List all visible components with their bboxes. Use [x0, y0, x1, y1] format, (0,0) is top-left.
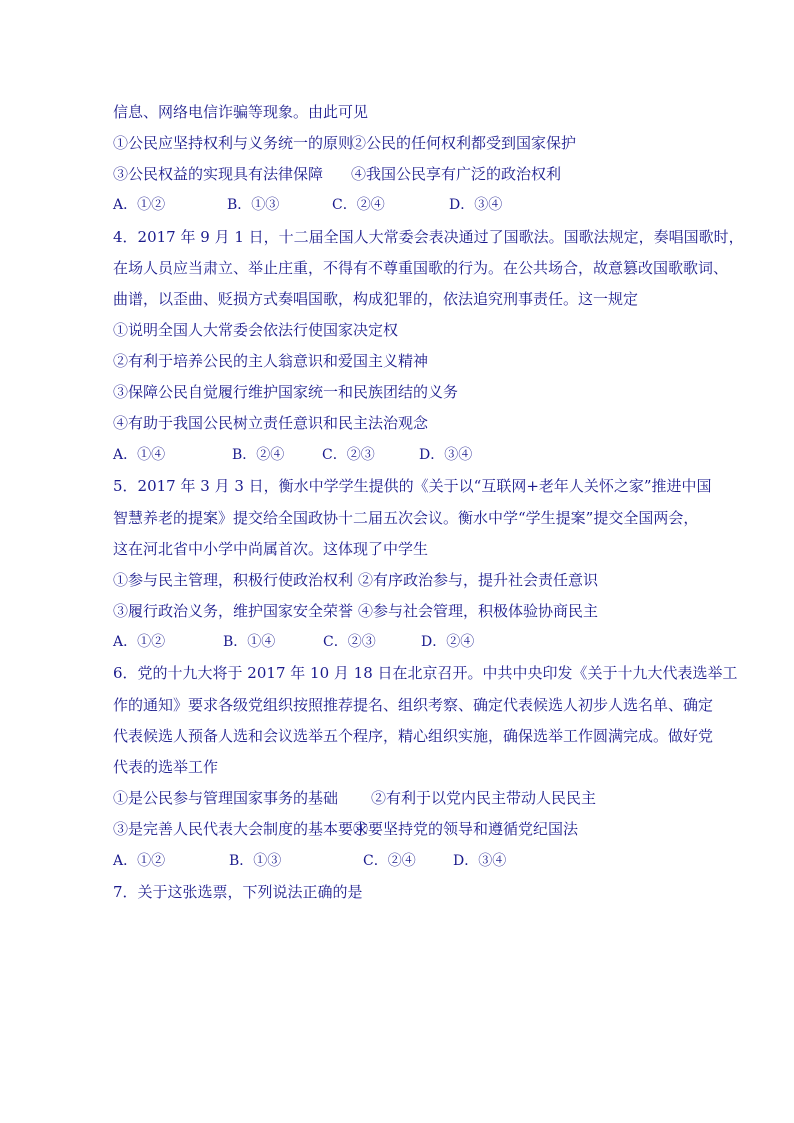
q6-option-d: D．③④ [453, 853, 507, 869]
q3-statements-row-1 [113, 133, 713, 153]
q6-statements-row-2 [113, 819, 713, 839]
q3-option-b: B．①③ [227, 197, 280, 213]
q6-stem-line-2: 作的通知》要求各级党组织按照推荐提名、组织考察、确定代表候选人初步人选名单、确定 [113, 696, 714, 714]
q5-option-d: D．②④ [421, 634, 475, 650]
q3-option-d: D．③④ [449, 197, 503, 213]
q4-option-b: B．②④ [232, 447, 285, 463]
q3-statements-row-2 [113, 164, 713, 184]
q7-stem: 7．关于这张选票，下列说法正确的是 [113, 883, 363, 901]
q3-options [113, 195, 713, 215]
q6-statement-4: ④要坚持党的领导和遵循党纪国法 [353, 820, 579, 838]
q6-option-a: A．①② [113, 853, 166, 869]
q5-statement-1: ①参与民主管理，积极行使政治权利 [113, 571, 354, 589]
q5-option-c: C．②③ [323, 634, 376, 650]
q5-options [113, 632, 713, 652]
q3-statement-1: ①公民应坚持权利与义务统一的原则 [113, 134, 354, 152]
q5-option-a: A．①② [113, 634, 166, 650]
q6-option-b: B．①③ [229, 853, 282, 869]
q6-statement-3: ③是完善人民代表大会制度的基本要求 [113, 820, 369, 838]
q3-option-c: C．②④ [332, 197, 385, 213]
q5-stem-line-1: 5．2017 年 3 月 3 日，衡水中学学生提供的《关于以“互联网+老年人关怀之家”推进中国 [113, 477, 712, 495]
q6-statement-2: ②有利于以党内民主带动人民民主 [371, 789, 597, 807]
q6-statements-row-1 [113, 788, 713, 808]
q3-stem-tail: 信息、网络电信诈骗等现象。由此可见 [113, 103, 369, 121]
q4-option-a: A．①④ [113, 447, 166, 463]
q5-option-b: B．①④ [223, 634, 276, 650]
q4-statement-3: ③保障公民自觉履行维护国家统一和民族团结的义务 [113, 383, 459, 401]
q5-statements-row-2 [113, 601, 713, 621]
q6-options [113, 851, 713, 871]
q4-stem-line-1: 4．2017 年 9 月 1 日，十二届全国人大常委会表决通过了国歌法。国歌法规定，奏唱国歌时， [113, 228, 744, 246]
q5-statements-row-1 [113, 570, 713, 590]
q5-stem-line-2: 智慧养老的提案》提交给全国政协十二届五次会议。衡水中学“学生提案”提交全国两会， [113, 509, 699, 527]
q4-statement-4: ④有助于我国公民树立责任意识和民主法治观念 [113, 414, 429, 432]
q6-stem-line-3: 代表候选人预备人选和会议选举五个程序，精心组织实施，确保选举工作圆满完成。做好党 [113, 727, 714, 745]
q5-statement-2: ②有序政治参与，提升社会责任意识 [358, 571, 599, 589]
q4-stem-line-2: 在场人员应当肃立、举止庄重，不得有不尊重国歌的行为。在公共场合，故意篡改国歌歌词、 [113, 259, 729, 277]
q3-statement-2: ②公民的任何权利都受到国家保护 [351, 134, 577, 152]
q5-stem-line-3: 这在河北省中小学中尚属首次。这体现了中学生 [113, 540, 429, 558]
q6-option-c: C．②④ [363, 853, 416, 869]
q3-statement-4: ④我国公民享有广泛的政治权利 [351, 165, 562, 183]
q6-stem-line-4: 代表的选举工作 [113, 758, 219, 776]
q6-stem-line-1: 6．党的十九大将于 2017 年 10 月 18 日在北京召开。中共中央印发《关于十九大代表选举工 [113, 664, 738, 682]
q4-stem-line-3: 曲谱，以歪曲、贬损方式奏唱国歌，构成犯罪的，依法追究刑事责任。这一规定 [113, 290, 639, 308]
q4-statement-2: ②有利于培养公民的主人翁意识和爱国主义精神 [113, 352, 429, 370]
q5-statement-3: ③履行政治义务，维护国家安全荣誉 [113, 602, 354, 620]
q5-statement-4: ④参与社会管理，积极体验协商民主 [358, 602, 599, 620]
q3-statement-3: ③公民权益的实现具有法律保障 [113, 165, 324, 183]
q4-statement-1: ①说明全国人大常委会依法行使国家决定权 [113, 321, 399, 339]
q4-options [113, 445, 713, 465]
q6-statement-1: ①是公民参与管理国家事务的基础 [113, 789, 339, 807]
q4-option-d: D．③④ [419, 447, 473, 463]
q4-option-c: C．②③ [322, 447, 375, 463]
q3-option-a: A．①② [113, 197, 166, 213]
